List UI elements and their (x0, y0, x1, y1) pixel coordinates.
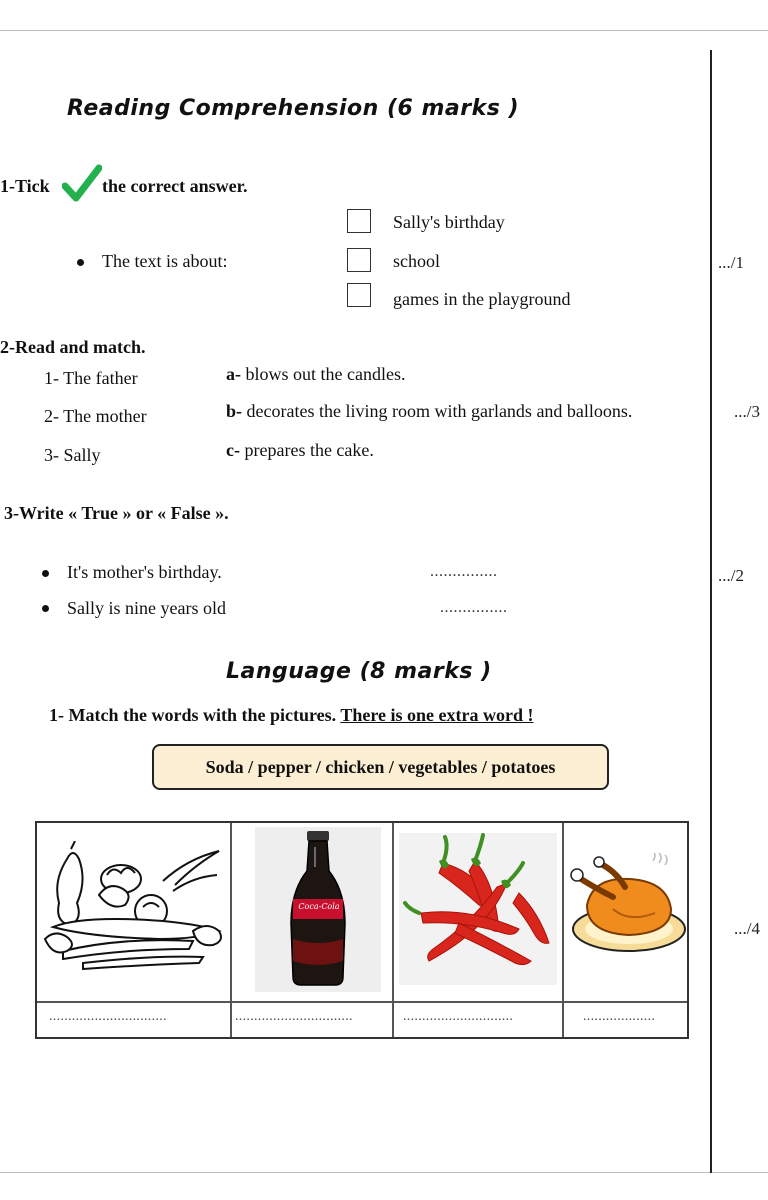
bottom-page-edge (0, 1172, 768, 1173)
option-school: school (393, 251, 440, 271)
bullet-icon (42, 570, 49, 577)
marks-column-divider (710, 50, 712, 1173)
coca-cola-picture (255, 827, 381, 992)
language-title: Language (8 marks ) (226, 659, 492, 684)
q1-marks: .../1 (718, 253, 744, 272)
subject-father: 1- The father (44, 368, 138, 388)
table-divider (562, 823, 564, 1037)
reading-title: Reading Comprehension (6 marks ) (67, 96, 520, 121)
action-a (226, 364, 405, 385)
match-instruction: 1- Match the words with the pictures. (49, 705, 337, 725)
picture-table (35, 821, 689, 1039)
bullet-icon (42, 605, 49, 612)
roast-chicken-picture (567, 853, 687, 961)
subject-sally: 3- Sally (44, 445, 101, 465)
vegetables-picture (43, 841, 225, 991)
statement-1: It's mother's birthday. (67, 562, 222, 582)
bullet-icon (77, 259, 84, 266)
q2-marks: .../3 (734, 402, 760, 421)
q2-title: 2-Read and match. (0, 337, 146, 357)
language-q1-instruction (49, 705, 533, 726)
action-b (226, 401, 632, 422)
red-peppers-picture (399, 833, 557, 993)
q3-title: 3-Write « True » or « False ». (4, 503, 229, 523)
answer-line-1[interactable]: ............... (430, 563, 498, 580)
extra-word-note: There is one extra word ! (340, 705, 534, 725)
checkbox-sallys-birthday[interactable] (347, 209, 371, 233)
q1-instruction: the correct answer. (102, 176, 248, 196)
q1-prompt: The text is about: (102, 251, 228, 271)
answer-line-vegetables[interactable]: ............................... (49, 1009, 167, 1024)
subject-mother: 2- The mother (44, 406, 147, 426)
answer-line-2[interactable]: ............... (440, 599, 508, 616)
action-a-letter: a- (226, 364, 241, 384)
option-sallys-birthday: Sally's birthday (393, 212, 505, 232)
table-divider (230, 823, 232, 1037)
action-c (226, 440, 374, 461)
checkbox-school[interactable] (347, 248, 371, 272)
top-page-edge (0, 30, 768, 31)
answer-line-chicken[interactable]: ................... (583, 1009, 656, 1024)
action-c-text: prepares the cake. (244, 440, 374, 460)
bottle-label: Coca-Cola (298, 902, 340, 911)
action-a-text: blows out the candles. (245, 364, 406, 384)
action-c-letter: c- (226, 440, 240, 460)
checkbox-games[interactable] (347, 283, 371, 307)
statement-2: Sally is nine years old (67, 598, 226, 618)
answer-line-soda[interactable]: ............................... (235, 1009, 353, 1024)
action-b-letter: b- (226, 401, 243, 421)
language-q1-marks: .../4 (734, 919, 760, 938)
q3-marks: .../2 (718, 566, 744, 585)
answer-line-pepper[interactable]: ............................. (403, 1009, 514, 1024)
option-games: games in the playground (393, 289, 571, 309)
checkmark-icon (62, 164, 102, 202)
q1-prefix: 1-Tick (0, 176, 50, 196)
table-divider (392, 823, 394, 1037)
table-divider (37, 1001, 687, 1003)
action-b-text: decorates the living room with garlands and balloons. (246, 401, 633, 421)
word-box: Soda / pepper / chicken / vegetables / potatoes (152, 744, 609, 790)
